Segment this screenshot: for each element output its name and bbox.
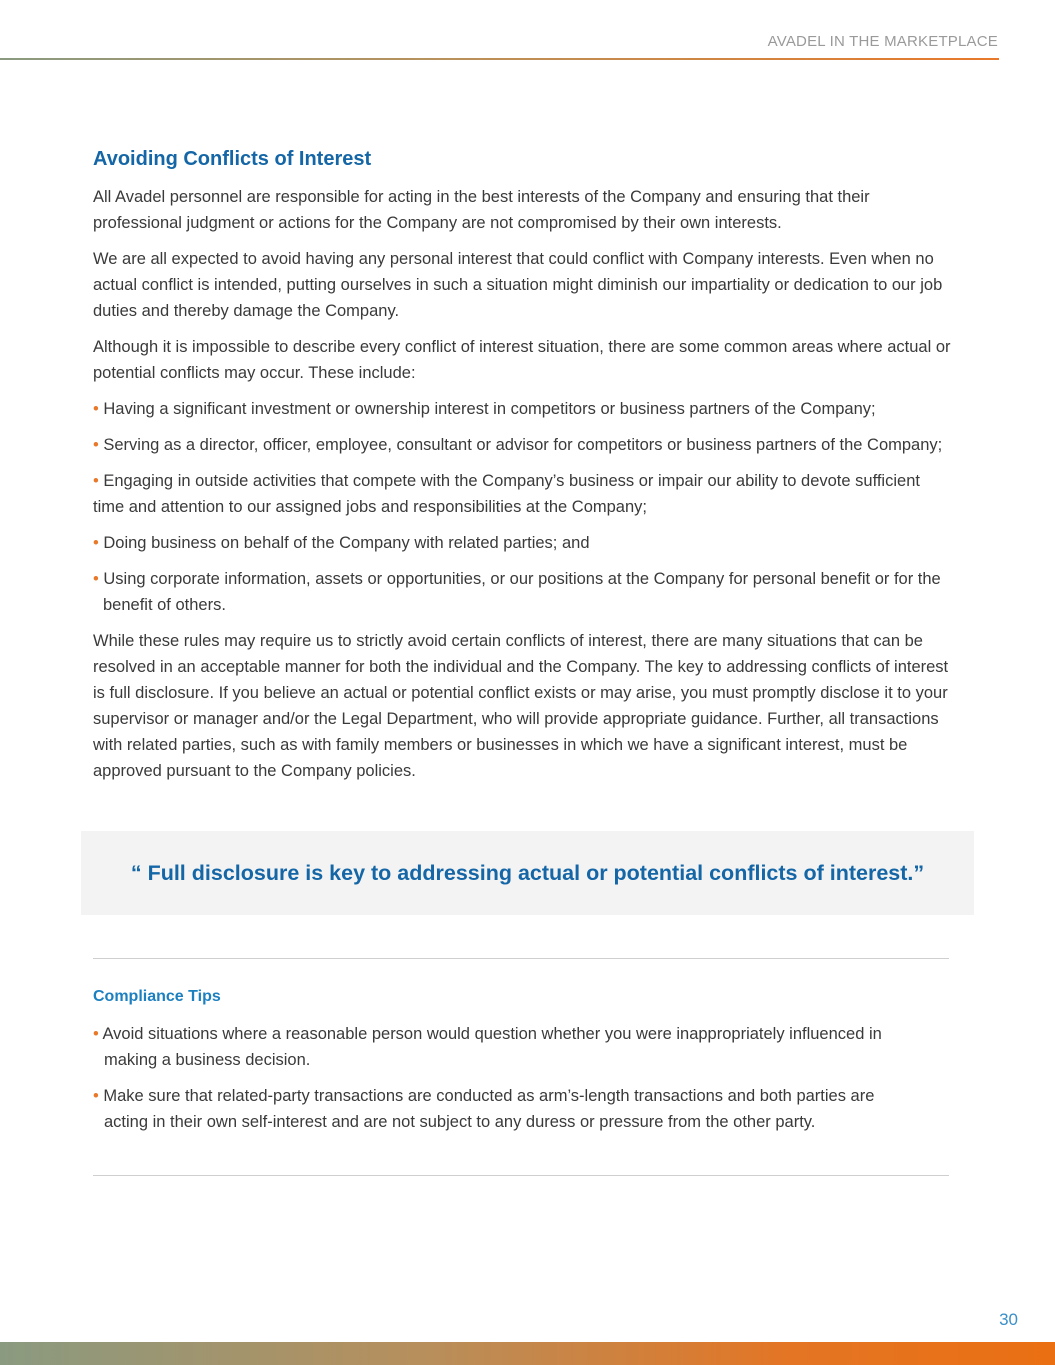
compliance-tips-title: Compliance Tips (93, 988, 221, 1005)
list-item-text: Having a significant investment or ownership interest in competitors or business partners of the Company; (103, 400, 876, 418)
header-divider (0, 58, 999, 60)
footer-gradient-bar (0, 1342, 1055, 1365)
closing-paragraph: While these rules may require us to strictly avoid certain conflicts of interest, there are many situations that can be resolved in an acceptable manner for both the individual and the Company. The key to addressing conflicts of interest is full disclosure. If you believe an actual or potential conflict exists or may arise, you must promptly disclose it to your supervisor or manager and/or the Legal Department, who will provide appropriate guidance. Further, all transactions with related parties, such as with family members or businesses in which we have a significant interest, must be approved pursuant to the Company policies. (93, 632, 949, 780)
tip-text: Make sure that related-party transactions are conducted as arm’s-length transactions and both parties are acting in their own self-interest and are not subject to any duress or pressure from the other party. (103, 1087, 875, 1131)
compliance-tips-list (93, 1021, 893, 1145)
bullet-icon: • (93, 472, 99, 490)
section-title: Avoiding Conflicts of Interest (93, 148, 372, 170)
list-item (93, 396, 951, 422)
bullet-icon: • (93, 436, 99, 454)
list-item (93, 432, 951, 458)
tip-text: Avoid situations where a reasonable person would question whether you were inappropriately influenced in making a business decision. (102, 1025, 882, 1069)
page-number: 30 (999, 1310, 1018, 1329)
bullet-icon: • (93, 534, 99, 552)
pull-quote: “ Full disclosure is key to addressing actual or potential conflicts of interest.” (130, 860, 925, 885)
tips-bottom-divider (93, 1175, 949, 1176)
bullet-icon: • (93, 570, 99, 588)
paragraph: Although it is impossible to describe every conflict of interest situation, there are some common areas where actual or potential conflicts may occur. These include: (93, 338, 951, 382)
pull-quote-box (81, 831, 974, 915)
list-item-text: Using corporate information, assets or opportunities, or our positions at the Company for personal benefit or for the benefit of others. (103, 570, 941, 614)
bullet-icon: • (93, 400, 99, 418)
list-item-text: Serving as a director, officer, employee, consultant or advisor for competitors or business partners of the Company; (103, 436, 943, 454)
body-text (93, 184, 951, 794)
list-item-text: Engaging in outside activities that compete with the Company’s business or impair our ability to devote sufficient time and attention to our assigned jobs and responsibilities at the Company; (93, 472, 920, 516)
tip-item (93, 1021, 893, 1073)
tip-item (93, 1083, 893, 1135)
list-item (93, 468, 951, 520)
list-item (93, 566, 951, 618)
list-item-text: Doing business on behalf of the Company with related parties; and (103, 534, 590, 552)
running-header: AVADEL IN THE MARKETPLACE (767, 33, 998, 50)
tips-top-divider (93, 958, 949, 959)
paragraph: We are all expected to avoid having any personal interest that could conflict with Company interests. Even when no actual conflict is intended, putting ourselves in such a situation might diminish our impartiality or dedication to our job duties and thereby damage the Company. (93, 250, 943, 320)
paragraph: All Avadel personnel are responsible for acting in the best interests of the Company and ensuring that their professional judgment or actions for the Company are not compromised by their own interests. (93, 188, 870, 232)
bullet-icon: • (93, 1087, 99, 1105)
list-item (93, 530, 951, 556)
bullet-icon: • (93, 1025, 99, 1043)
conflict-areas-list (93, 396, 951, 618)
